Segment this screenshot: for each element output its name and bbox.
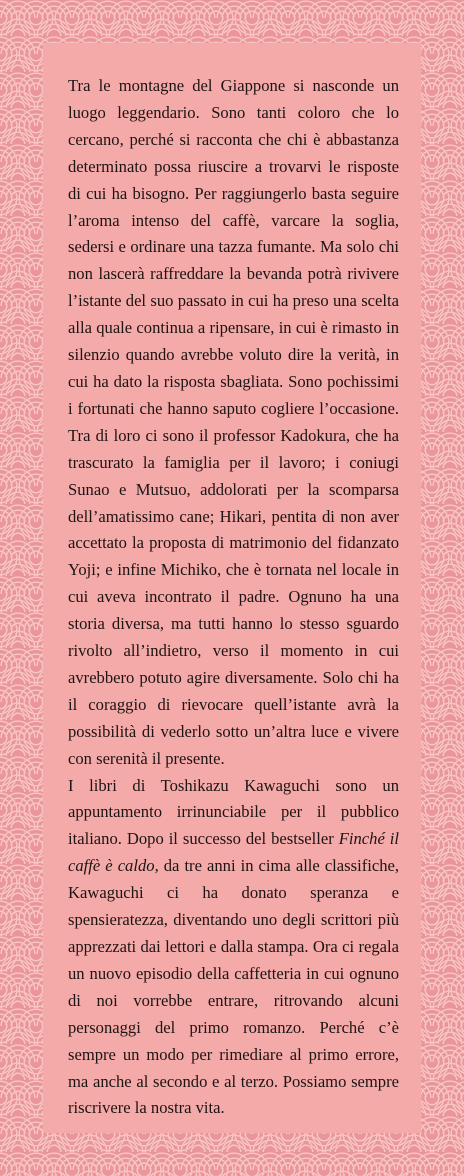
author-intro-text: I libri di Toshikazu Kawaguchi sono un appuntamento irrinunciabile per il pubblico italiano. Dopo il successo del bestseller xyxy=(68,775,399,849)
synopsis-panel xyxy=(43,43,421,1133)
author-intro-text-continued: , da tre anni in cima alle classifiche, Kawaguchi ci ha donato speranza e spensieratezza, diventando uno degli scrittori più apprezzati dai lettori e dalla stampa. Ora ci regala un nuovo episodio della caffetteria in cui ognuno di noi vorrebbe entrare, ritrovando alcuni personaggi del primo romanzo. Perché c’è sempre un modo per rimediare al primo errore, ma anche al secondo e al terzo. Possiamo sempre riscrivere la nostra vita. xyxy=(68,856,399,1118)
synopsis-paragraph-2 xyxy=(68,773,399,1123)
synopsis-paragraph-1: Tra le montagne del Giappone si nasconde un luogo leggendario. Sono tanti coloro che lo cercano, perché si racconta che chi è abbastanza determinato possa riuscire a trovarvi le risposte di cui ha bisogno. Per raggiungerlo basta seguire l’aroma intenso del caffè, varcare la soglia, sedersi e ordinare una tazza fumante. Ma solo chi non lascerà raffreddare la bevanda potrà rivivere l’istante del suo passato in cui ha preso una scelta alla quale continua a ripensare, in cui è rimasto in silenzio quando avrebbe voluto dire la verità, in cui ha dato la risposta sbagliata. Sono pochissimi i fortunati che hanno saputo cogliere l’occasione. Tra di loro ci sono il professor Kadokura, che ha trascurato la famiglia per il lavoro; i coniugi Sunao e Mutsuo, addolorati per la scomparsa dell’amatissimo cane; Hikari, pentita di non aver accettato la proposta di matrimonio del fidanzato Yoji; e infine Michiko, che è tornata nel locale in cui aveva incontrato il padre. Ognuno ha una storia diversa, ma tutti hanno lo stesso sguardo rivolto all’indietro, verso il momento in cui avrebbero potuto agire diversamente. Solo chi ha il coraggio di rievocare quell’istante avrà la possibilità di vederlo sotto un’altra luce e vivere con serenità il presente. xyxy=(68,76,399,768)
synopsis-text xyxy=(68,73,399,1122)
book-title: Finché il caffè è caldo xyxy=(68,829,399,876)
